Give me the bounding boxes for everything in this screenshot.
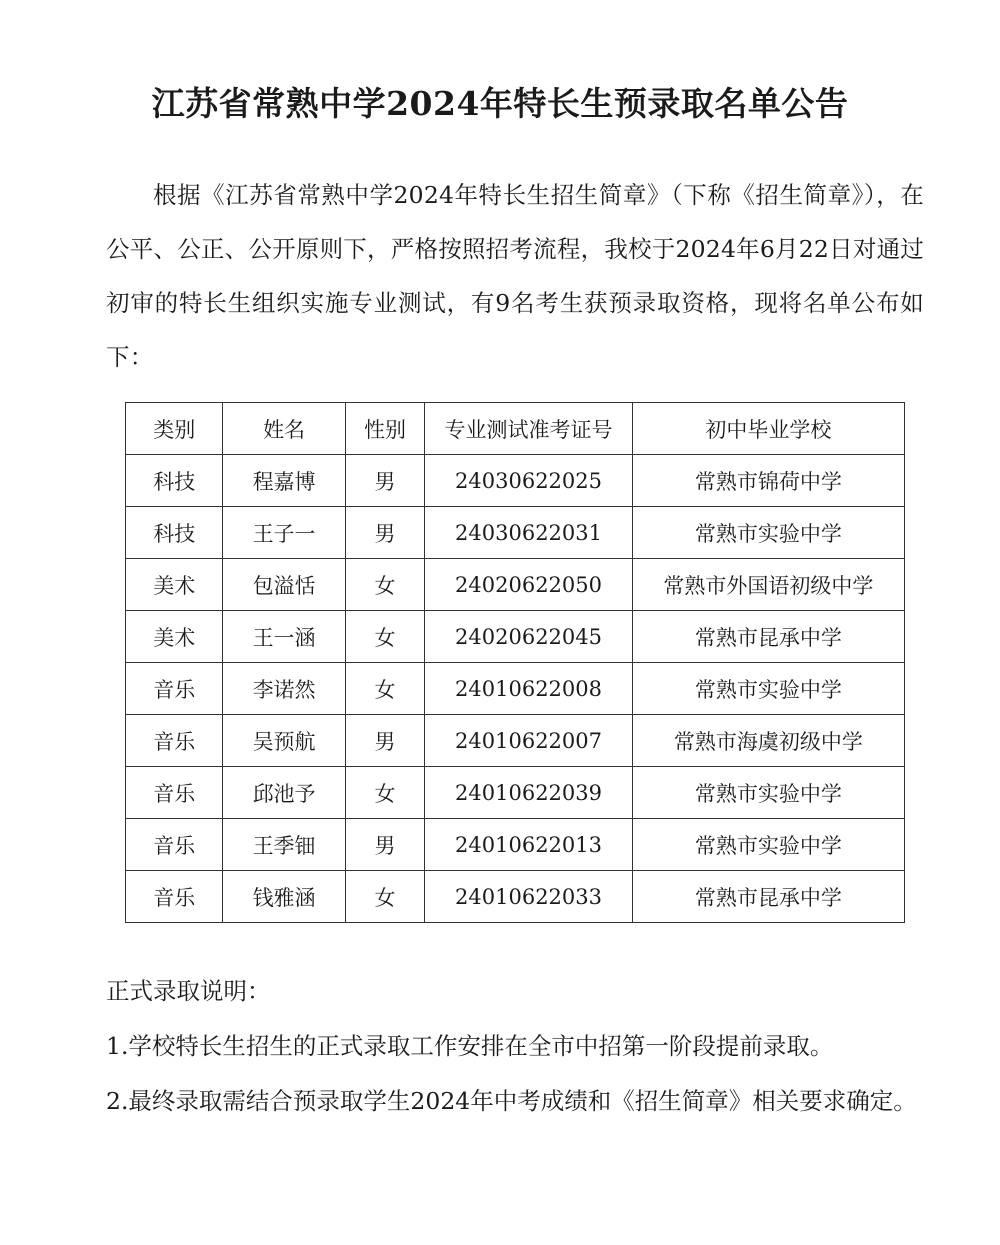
note-item-1: 1.学校特长生招生的正式录取工作安排在全市中招第一阶段提前录取。 bbox=[106, 1032, 834, 1060]
header-gender: 性别 bbox=[345, 403, 425, 455]
cell-school: 常熟市昆承中学 bbox=[632, 611, 904, 663]
cell-category: 科技 bbox=[126, 507, 223, 559]
cell-name: 李诺然 bbox=[223, 663, 345, 715]
admission-table bbox=[125, 402, 905, 923]
notes-heading: 正式录取说明： bbox=[106, 977, 271, 1005]
cell-name: 包溢恬 bbox=[223, 559, 345, 611]
cell-category: 音乐 bbox=[126, 767, 223, 819]
cell-school: 常熟市实验中学 bbox=[632, 663, 904, 715]
cell-name: 王子一 bbox=[223, 507, 345, 559]
cell-school: 常熟市实验中学 bbox=[632, 767, 904, 819]
table-row bbox=[126, 715, 905, 767]
cell-name: 王一涵 bbox=[223, 611, 345, 663]
cell-gender: 男 bbox=[345, 715, 425, 767]
cell-gender: 女 bbox=[345, 767, 425, 819]
cell-name: 吴预航 bbox=[223, 715, 345, 767]
admission-notes bbox=[106, 964, 926, 1129]
cell-school: 常熟市海虞初级中学 bbox=[632, 715, 904, 767]
cell-gender: 男 bbox=[345, 455, 425, 507]
cell-school: 常熟市锦荷中学 bbox=[632, 455, 904, 507]
table-row bbox=[126, 611, 905, 663]
cell-exam-number: 24020622045 bbox=[425, 611, 633, 663]
cell-category: 音乐 bbox=[126, 663, 223, 715]
cell-name: 邱池予 bbox=[223, 767, 345, 819]
cell-exam-number: 24020622050 bbox=[425, 559, 633, 611]
cell-category: 音乐 bbox=[126, 715, 223, 767]
cell-gender: 男 bbox=[345, 819, 425, 871]
cell-name: 王季钿 bbox=[223, 819, 345, 871]
cell-gender: 男 bbox=[345, 507, 425, 559]
intro-paragraph: 根据《江苏省常熟中学2024年特长生招生简章》（下称《招生简章》），在公平、公正、公开原则下，严格按照招考流程，我校于2024年6月22日对通过初审的特长生组织实施专业测试，有9名考生获预录取资格，现将名单公布如下： bbox=[106, 181, 924, 371]
cell-exam-number: 24010622013 bbox=[425, 819, 633, 871]
table-row bbox=[126, 767, 905, 819]
table-row bbox=[126, 871, 905, 923]
table-header-row bbox=[126, 403, 905, 455]
cell-gender: 女 bbox=[345, 663, 425, 715]
header-school: 初中毕业学校 bbox=[632, 403, 904, 455]
cell-school: 常熟市外国语初级中学 bbox=[632, 559, 904, 611]
header-name: 姓名 bbox=[223, 403, 345, 455]
note-item-2: 2.最终录取需结合预录取学生2024年中考成绩和《招生简章》相关要求确定。 bbox=[106, 1087, 917, 1115]
cell-category: 科技 bbox=[126, 455, 223, 507]
document-title: 江苏省常熟中学2024年特长生预录取名单公告 bbox=[151, 84, 849, 123]
cell-gender: 女 bbox=[345, 611, 425, 663]
cell-exam-number: 24010622007 bbox=[425, 715, 633, 767]
cell-exam-number: 24030622031 bbox=[425, 507, 633, 559]
header-exam-number: 专业测试准考证号 bbox=[425, 403, 633, 455]
table-row bbox=[126, 507, 905, 559]
cell-school: 常熟市实验中学 bbox=[632, 819, 904, 871]
table-row bbox=[126, 663, 905, 715]
cell-school: 常熟市实验中学 bbox=[632, 507, 904, 559]
table-row bbox=[126, 455, 905, 507]
table-row bbox=[126, 559, 905, 611]
cell-exam-number: 24010622039 bbox=[425, 767, 633, 819]
cell-name: 钱雅涵 bbox=[223, 871, 345, 923]
cell-category: 音乐 bbox=[126, 819, 223, 871]
cell-gender: 女 bbox=[345, 559, 425, 611]
header-category: 类别 bbox=[126, 403, 223, 455]
table-row bbox=[126, 819, 905, 871]
cell-category: 音乐 bbox=[126, 871, 223, 923]
cell-exam-number: 24010622008 bbox=[425, 663, 633, 715]
cell-name: 程嘉博 bbox=[223, 455, 345, 507]
cell-exam-number: 24010622033 bbox=[425, 871, 633, 923]
cell-gender: 女 bbox=[345, 871, 425, 923]
cell-school: 常熟市昆承中学 bbox=[632, 871, 904, 923]
cell-category: 美术 bbox=[126, 611, 223, 663]
cell-category: 美术 bbox=[126, 559, 223, 611]
cell-exam-number: 24030622025 bbox=[425, 455, 633, 507]
